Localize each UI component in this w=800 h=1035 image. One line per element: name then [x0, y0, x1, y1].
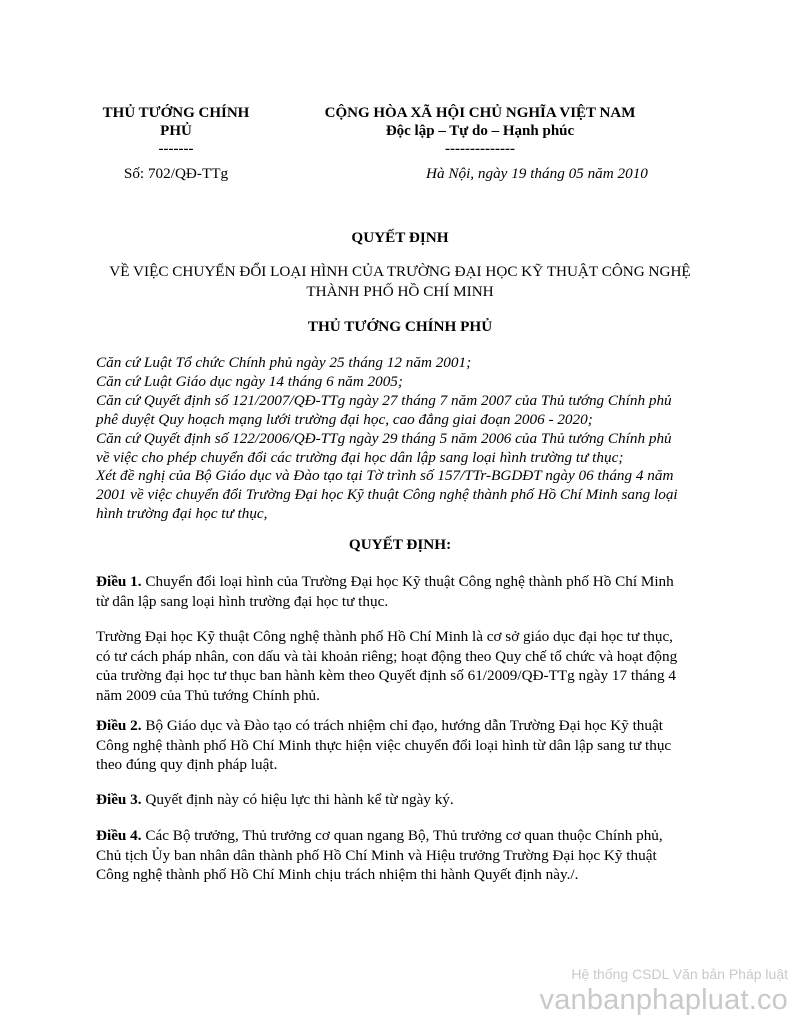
preamble-line: về việc cho phép chuyển đổi các trường đại học dân lập sang loại hình trường tư thục; — [96, 448, 624, 466]
paragraph-line: của trường đại học tư thục ban hành kèm theo Quyết định số 61/2009/QĐ-TTg ngày 17 tháng 4 — [96, 667, 676, 684]
issuer-name-line2: PHỦ — [160, 123, 192, 139]
watermark-caption: Hệ thống CSDL Văn bản Pháp luật — [571, 966, 788, 982]
issuing-authority: THỦ TƯỚNG CHÍNH PHỦ — [307, 318, 493, 335]
subject-line2: THÀNH PHỐ HỒ CHÍ MINH — [306, 282, 494, 300]
issuer-block — [96, 104, 256, 158]
preamble-line: hình trường đại học tư thục, — [96, 505, 268, 523]
watermark-site: vanbanphapluat.co — [539, 984, 788, 1016]
paragraph-line: Trường Đại học Kỹ thuật Công nghệ thành phố Hồ Chí Minh là cơ sở giáo dục đại học tư thục, — [96, 628, 673, 645]
article-1-paragraph — [96, 627, 736, 705]
national-motto: Độc lập – Tự do – Hạnh phúc — [385, 123, 575, 139]
article-4-text: Công nghệ thành phố Hồ Chí Minh chịu trách nhiệm thi hành Quyết định này./. — [96, 866, 579, 883]
preamble-line: Xét đề nghị của Bộ Giáo dục và Đào tạo tại Tờ trình số 157/TTr-BGDĐT ngày 06 tháng 4 năm — [96, 467, 674, 485]
article-1 — [96, 572, 736, 611]
article-3 — [96, 790, 736, 810]
article-1-label: Điều 1. — [96, 573, 142, 590]
document-heading: QUYẾT ĐỊNH — [351, 229, 449, 246]
national-title: CỘNG HÒA XÃ HỘI CHỦ NGHĨA VIỆT NAM — [324, 105, 636, 121]
preamble-line: Căn cứ Quyết định số 121/2007/QĐ-TTg ngày 27 tháng 7 năm 2007 của Thủ tướng Chính phủ — [96, 391, 672, 409]
article-2-text: Bộ Giáo dục và Đào tạo có trách nhiệm chỉ đạo, hướng dẫn Trường Đại học Kỹ thuật — [141, 717, 663, 734]
article-4-text: Các Bộ trưởng, Thủ trưởng cơ quan ngang Bộ, Thủ trưởng cơ quan thuộc Chính phủ, — [141, 827, 663, 844]
article-1-text: từ dân lập sang loại hình trường đại học tư thục. — [96, 592, 389, 610]
article-4-label: Điều 4. — [96, 827, 142, 844]
preamble-line: phê duyệt Quy hoạch mạng lưới trường đại học, cao đẳng giai đoạn 2006 - 2020; — [96, 410, 593, 428]
preamble-line: Căn cứ Quyết định số 122/2006/QĐ-TTg ngày 29 tháng 5 năm 2006 của Thủ tướng Chính phủ — [96, 429, 672, 447]
article-4-text: Chủ tịch Ủy ban nhân dân thành phố Hồ Chí Minh và Hiệu trưởng Trường Đại học Kỹ thuật — [96, 846, 657, 864]
issuer-name-line1: THỦ TƯỚNG CHÍNH — [102, 105, 250, 121]
article-2-text: theo đúng quy định pháp luật. — [96, 756, 278, 773]
preamble-line: 2001 về việc chuyển đổi Trường Đại học Kỹ thuật Công nghệ thành phố Hồ Chí Minh sang loại — [96, 486, 678, 504]
subject-line1: VỀ VIỆC CHUYỂN ĐỔI LOẠI HÌNH CỦA TRƯỜNG ĐẠI HỌC KỸ THUẬT CÔNG NGHỆ — [109, 263, 691, 280]
article-2 — [96, 716, 736, 775]
article-2-label: Điều 2. — [96, 717, 142, 734]
preamble-line: Căn cứ Luật Giáo dục ngày 14 tháng 6 năm 2005; — [96, 372, 403, 390]
preamble — [96, 354, 736, 524]
paragraph-line: có tư cách pháp nhân, con dấu và tài khoản riêng; hoạt động theo Quy chế tổ chức và hoạt động — [96, 647, 678, 665]
article-1-text: Chuyển đổi loại hình của Trường Đại học Kỹ thuật Công nghệ thành phố Hồ Chí Minh — [141, 573, 674, 590]
issuer-rule: ------- — [158, 141, 194, 157]
article-2-text: Công nghệ thành phố Hồ Chí Minh thực hiện việc chuyển đổi loại hình từ dân lập sang tư thục — [96, 736, 672, 754]
national-motto-block — [290, 104, 670, 158]
preamble-line: Căn cứ Luật Tổ chức Chính phủ ngày 25 tháng 12 năm 2001; — [96, 354, 472, 371]
article-3-text: Quyết định này có hiệu lực thi hành kể từ ngày ký. — [141, 791, 454, 808]
document-number: Số: 702/QĐ-TTg — [123, 165, 229, 182]
article-4 — [96, 826, 736, 885]
article-3-label: Điều 3. — [96, 791, 142, 808]
document-subject — [40, 262, 760, 301]
motto-rule: -------------- — [445, 141, 515, 157]
place-date: Hà Nội, ngày 19 tháng 05 năm 2010 — [426, 165, 648, 182]
paragraph-line: năm 2009 của Thủ tướng Chính phủ. — [96, 686, 320, 704]
decision-heading: QUYẾT ĐỊNH: — [348, 536, 452, 553]
